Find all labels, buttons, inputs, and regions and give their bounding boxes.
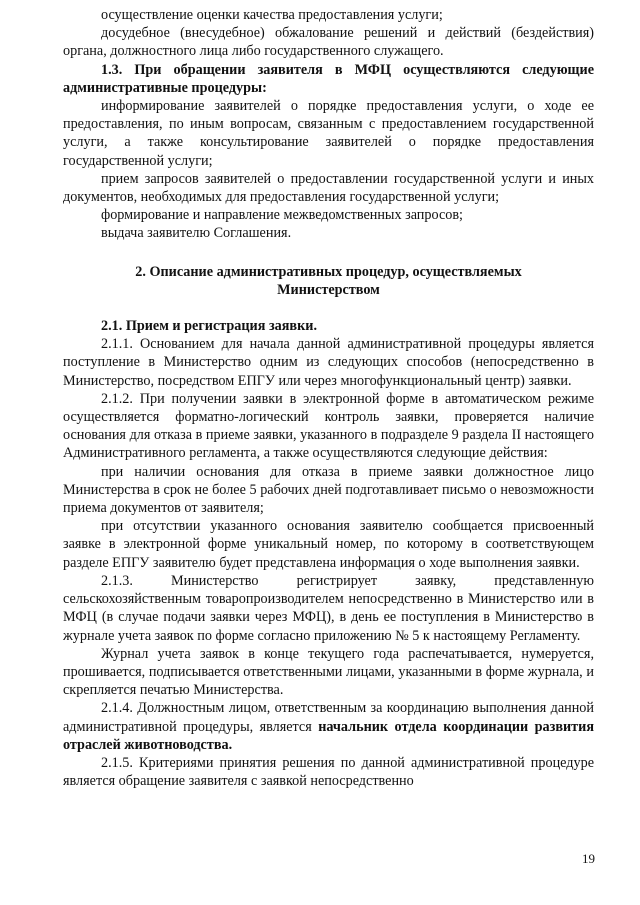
list-item: досудебное (внесудебное) обжалование решений и действий (бездействия) органа, должностного лица либо государственного служащего. <box>63 25 594 60</box>
paragraph: 2.1.5. Критериями принятия решения по данной административной процедуре является обращение заявителя с заявкой непосредственно <box>63 754 594 790</box>
clause-heading: 1.3. При обращении заявителя в МФЦ осуществляются следующие административные процедуры: <box>63 61 594 96</box>
paragraph <box>63 699 594 754</box>
paragraph: Журнал учета заявок в конце текущего года распечатывается, нумеруется, прошивается, подписывается ответственными лицами, указанными в форме журнала, и скрепляется печатью Министерства. <box>63 645 594 699</box>
responsible-official: начальник отдела координации развития отраслей животноводства. <box>63 718 595 753</box>
subsection-heading: 2.1. Прием и регистрация заявки. <box>101 318 317 335</box>
list-item: информирование заявителей о порядке предоставления услуги, о ходе ее предоставления, по иным вопросам, связанным с предоставлением государственной услуги, а также консультирование заявителей о порядке предоставления государственной услуги; <box>63 98 594 169</box>
section-heading-line-2: Министерством <box>277 281 380 298</box>
page-number: 19 <box>582 851 595 866</box>
paragraph: при наличии основания для отказа в приеме заявки должностное лицо Министерства в срок не более 5 рабочих дней подготавливает письмо о невозможности приема документов от заявителя; <box>63 463 594 517</box>
list-item: прием запросов заявителей о предоставлении государственной услуги и иных документов, необходимых для предоставления государственной услуги; <box>63 170 594 206</box>
paragraph-text: 2.1.4. Должностным лицом, ответственным за координацию выполнения данной административной процедуры, является <box>63 700 594 735</box>
list-item: выдача заявителю Соглашения. <box>101 225 292 242</box>
paragraph: 2.1.3. Министерство регистрирует заявку, представленную сельскохозяйственным товаропроизводителем непосредственно в Министерство или в МФЦ (в случае подачи заявки через МФЦ), в день ее поступления в Министерство в журнале учета заявок по форме согласно приложению № 5 к настоящему Регламенту. <box>63 572 594 644</box>
list-item: осуществление оценки качества предоставления услуги; <box>101 7 443 23</box>
paragraph: 2.1.1. Основанием для начала данной административной процедуры является поступление в Министерство одним из следующих способов (непосредственно в Министерство, посредством ЕПГУ или через многофункциональный центр) заявки. <box>63 336 594 389</box>
list-item: формирование и направление межведомственных запросов; <box>101 207 463 224</box>
page-body <box>63 6 594 790</box>
paragraph: 2.1.2. При получении заявки в электронной форме в автоматическом режиме осуществляется форматно-логический контроль заявки, проверяется наличие основания для отказа в приеме заявки, указанного в подразделе 9 раздела II настоящего Административного регламента, а также осуществляются следующие действия: <box>63 390 594 462</box>
section-heading-line-1: 2. Описание административных процедур, осуществляемых <box>135 263 522 280</box>
paragraph: при отсутствии указанного основания заявителю сообщается присвоенный заявке в электронной форме уникальный номер, по которому в соответствующем разделе ЕПГУ заявителю будет представлена информация о ходе выполнения заявки. <box>63 518 594 571</box>
